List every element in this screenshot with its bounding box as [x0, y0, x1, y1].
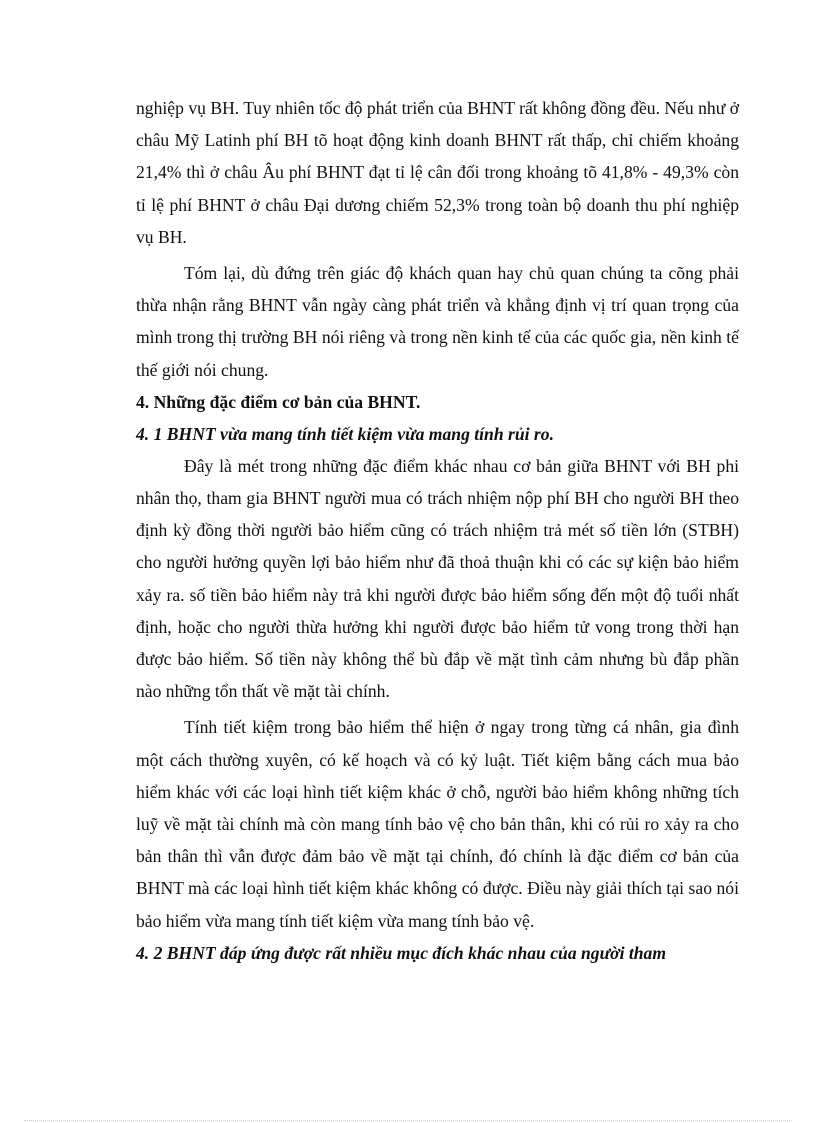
page-bottom-divider [24, 1120, 792, 1121]
document-page [136, 92, 739, 969]
subsection-heading-4-2: 4. 2 BHNT đáp ứng được rất nhiều mục đích khác nhau của người tham [136, 942, 667, 963]
paragraph-savings: Tính tiết kiệm trong bảo hiểm thể hiện ở ngay trong từng cá nhân, gia đình một cách thường xuyên, có kế hoạch và có kỷ luật. Tiết kiệm bằng cách mua bảo hiểm khác với các loại hình tiết kiệm khác ở chỗ, người bảo hiểm không những tích luỹ về mặt tài chính mà còn mang tính bảo vệ cho bản thân, khi có rủi ro xảy ra cho bản thân thì vẫn được đảm bảo về mặt tại chính, đó chính là đặc điểm cơ bản của BHNT mà các loại hình tiết kiệm khác không có được. Điều này giải thích tại sao nói bảo hiểm vừa mang tính tiết kiệm vừa mang tính bảo vệ. [136, 717, 739, 931]
subsection-heading-4-1: 4. 1 BHNT vừa mang tính tiết kiệm vừa mang tính rủi ro. [136, 423, 554, 444]
paragraph-summary: Tóm lại, dù đứng trên giác độ khách quan hay chủ quan chúng ta cõng phải thừa nhận rằng BHNT vẫn ngày càng phát triển và khẳng định vị trí quan trọng của mình trong thị trường BH nói riêng và trong nền kinh tế của các quốc gia, nền kinh tế thế giới nói chung. [136, 263, 739, 380]
paragraph-savings-risk: Đây là mét trong những đặc điểm khác nhau cơ bản giữa BHNT với BH phi nhân thọ, tham gia BHNT người mua có trách nhiệm nộp phí BH cho người BH theo định kỳ đồng thời người bảo hiểm cũng có trách nhiệm trả mét số tiền lớn (STBH) cho người hưởng quyền lợi bảo hiểm như đã thoả thuận khi có các sự kiện bảo hiểm xảy ra. số tiền bảo hiểm này trả khi người được bảo hiểm sống đến một độ tuổi nhất định, hoặc cho người thừa hưởng khi người được bảo hiểm tử vong trong thời hạn được bảo hiểm. Số tiền này không thể bù đắp về mặt tình cảm nhưng bù đắp phần nào những tổn thất về mặt tài chính. [136, 455, 739, 702]
section-heading-4: 4. Những đặc điểm cơ bản của BHNT. [136, 391, 421, 412]
paragraph-continuation: nghiệp vụ BH. Tuy nhiên tốc độ phát triển của BHNT rất không đồng đều. Nếu như ở châu Mỹ Latinh phí BH tõ hoạt động kinh doanh BHNT rất thấp, chỉ chiếm khoảng 21,4% thì ở châu Âu phí BHNT đạt tỉ lệ cân đối trong khoảng tõ 41,8% - 49,3% còn tỉ lệ phí BHNT ở châu Đại dương chiếm 52,3% trong toàn bộ doanh thu phí nghiệp vụ BH. [136, 98, 739, 247]
